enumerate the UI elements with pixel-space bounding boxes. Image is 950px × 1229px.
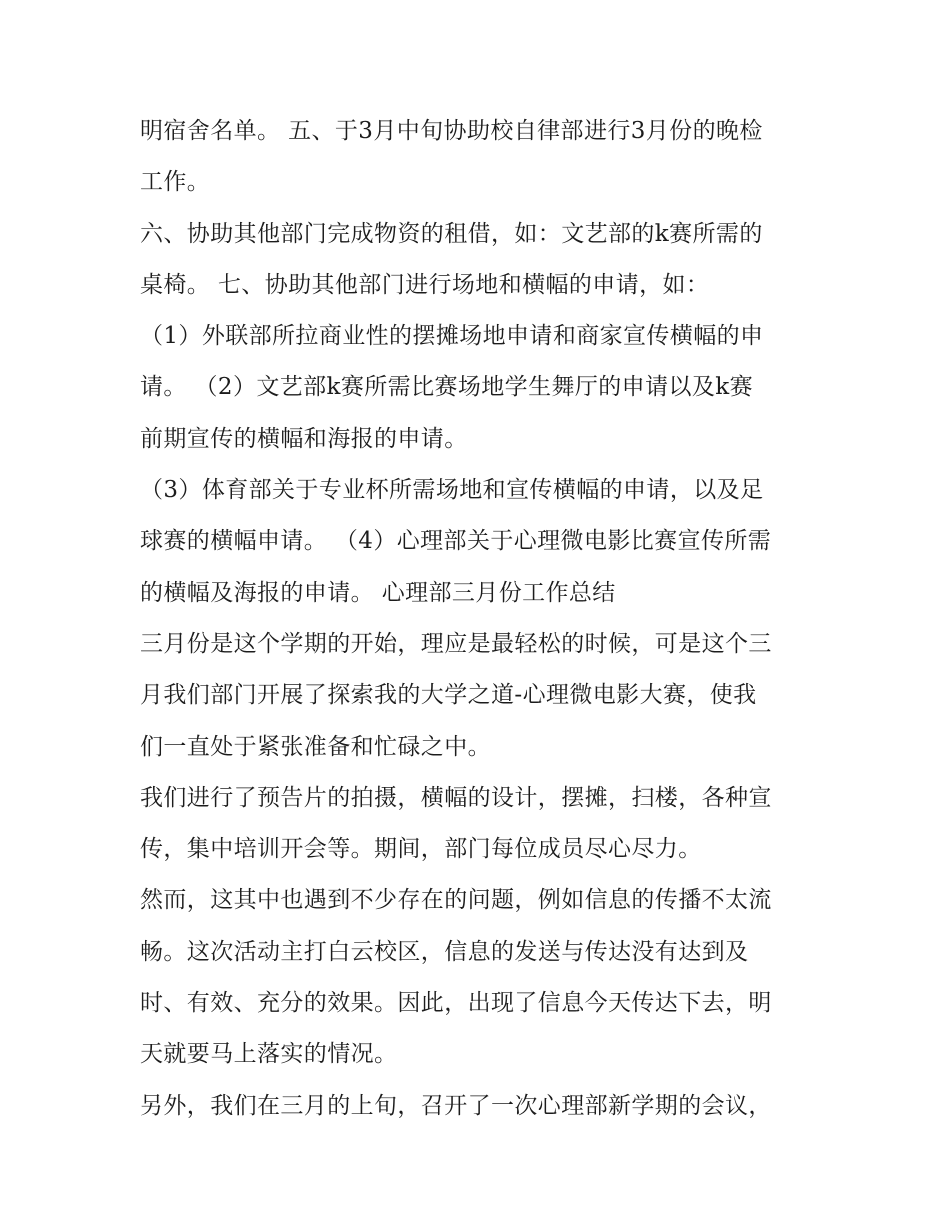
- text-line: 我们进行了预告片的拍摄，横幅的设计，摆摊，扫楼，各种宣: [140, 784, 772, 811]
- text-line: 球赛的横幅申请。 （4）心理部关于心理微电影比赛宣传所需: [140, 528, 772, 555]
- text-line: 三月份是这个学期的开始，理应是最轻松的时候，可是这个三: [140, 630, 772, 657]
- text-line: 另外，我们在三月的上旬，召开了一次心理部新学期的会议，: [140, 1092, 772, 1119]
- text-line: 天就要马上落实的情况。: [140, 1041, 398, 1068]
- document-body: [140, 106, 815, 1132]
- text-line: 明宿舍名单。 五、于3月中旬协助校自律部进行3月份的晚检: [140, 118, 763, 144]
- text-line: 传，集中培训开会等。期间，部门每位成员尽心尽力。: [140, 836, 702, 863]
- text-line: 畅。这次活动主打白云校区，信息的发送与传达没有达到及: [140, 938, 749, 965]
- text-line: 工作。: [140, 169, 211, 196]
- text-line: 请。 （2）文艺部k赛所需比赛场地学生舞厅的申请以及k赛: [140, 374, 754, 401]
- text-line: （3）体育部关于专业杯所需场地和宣传横幅的申请，以及足: [140, 477, 764, 504]
- text-line: 月我们部门开展了探索我的大学之道-心理微电影大赛，使我: [140, 682, 757, 709]
- text-line: 然而，这其中也遇到不少存在的问题，例如信息的传播不太流: [140, 887, 772, 914]
- text-line: 前期宣传的横幅和海报的申请。: [140, 425, 468, 452]
- text-line: 桌椅。 七、协助其他部门进行场地和横幅的申请，如：: [140, 271, 710, 298]
- text-line: 们一直处于紧张准备和忙碌之中。: [140, 733, 491, 760]
- text-line: 的横幅及海报的申请。 心理部三月份工作总结: [140, 579, 616, 606]
- text-line: 六、协助其他部门完成物资的租借，如：文艺部的k赛所需的: [140, 220, 763, 247]
- text-line: 时、有效、充分的效果。因此，出现了信息今天传达下去，明: [140, 990, 772, 1017]
- text-line: （1）外联部所拉商业性的摆摊场地申请和商家宣传横幅的申: [140, 323, 764, 350]
